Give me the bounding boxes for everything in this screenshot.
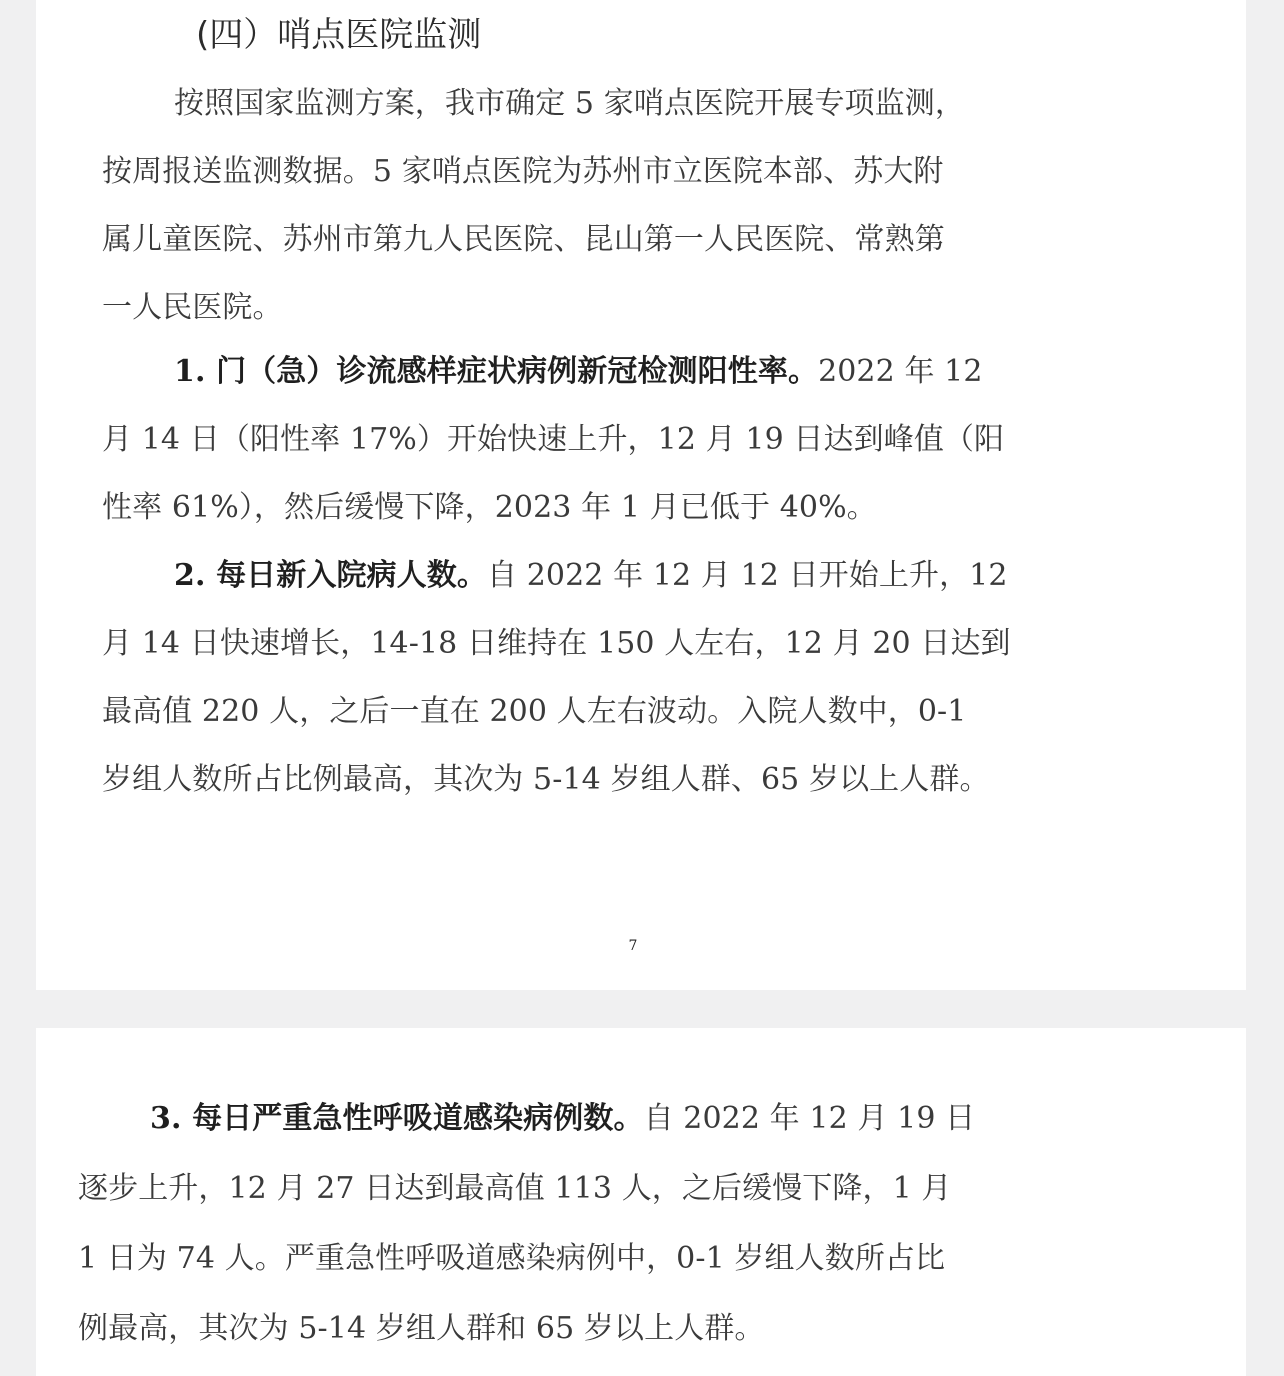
item-heading: 3. 每日严重急性呼吸道感染病例数。 xyxy=(150,1101,644,1136)
paragraph-line: 岁组人数所占比例最高，其次为 5-14 岁组人群、65 岁以上人群。 xyxy=(102,762,990,797)
paragraph-sentinel-hospitals xyxy=(102,70,1132,342)
paragraph-line: 1 日为 74 人。严重急性呼吸道感染病例中，0-1 岁组人数所占比 xyxy=(78,1241,946,1276)
item-heading: 1. 门（急）诊流感样症状病例新冠检测阳性率。 xyxy=(174,354,819,389)
document-page-1 xyxy=(36,0,1246,990)
paragraph-line: 例最高，其次为 5-14 岁组人群和 65 岁以上人群。 xyxy=(78,1311,765,1346)
paragraph-text: 自 2022 年 12 月 12 日开始上升，12 xyxy=(486,558,1008,593)
paragraph-text: 自 2022 年 12 月 19 日 xyxy=(643,1101,976,1136)
paragraph-text: 2022 年 12 xyxy=(818,354,983,389)
page-number: 7 xyxy=(628,938,638,954)
paragraph-line: 性率 61%），然后缓慢下降，2023 年 1 月已低于 40%。 xyxy=(102,490,877,525)
paragraph-positive-rate xyxy=(102,338,1132,542)
paragraph-line: 月 14 日快速增长，14-18 日维持在 150 人左右，12 月 20 日达到 xyxy=(102,626,1011,661)
paragraph-line: 按周报送监测数据。5 家哨点医院为苏州市立医院本部、苏大附 xyxy=(102,154,944,189)
paragraph-line xyxy=(78,1084,1178,1154)
paragraph-line: 月 14 日（阳性率 17%）开始快速上升，12 月 19 日达到峰值（阳 xyxy=(102,422,1005,457)
paragraph-line: 一人民医院。 xyxy=(102,290,283,325)
paragraph-sari-cases xyxy=(78,1084,1178,1364)
paragraph-line: 最高值 220 人，之后一直在 200 人左右波动。入院人数中，0-1 xyxy=(102,694,967,729)
paragraph-line xyxy=(102,338,1132,406)
paragraph-line: 属儿童医院、苏州市第九人民医院、昆山第一人民医院、常熟第 xyxy=(102,222,945,257)
paragraph-line: 逐步上升，12 月 27 日达到最高值 113 人，之后缓慢下降，1 月 xyxy=(78,1171,952,1206)
section-heading: (四）哨点医院监测 xyxy=(196,15,482,55)
document-page-2 xyxy=(36,1028,1246,1376)
paragraph-line: 按照国家监测方案，我市确定 5 家哨点医院开展专项监测， xyxy=(174,86,965,121)
item-heading: 2. 每日新入院病人数。 xyxy=(174,558,487,593)
paragraph-daily-admissions xyxy=(102,542,1132,814)
paragraph-line xyxy=(102,542,1132,610)
